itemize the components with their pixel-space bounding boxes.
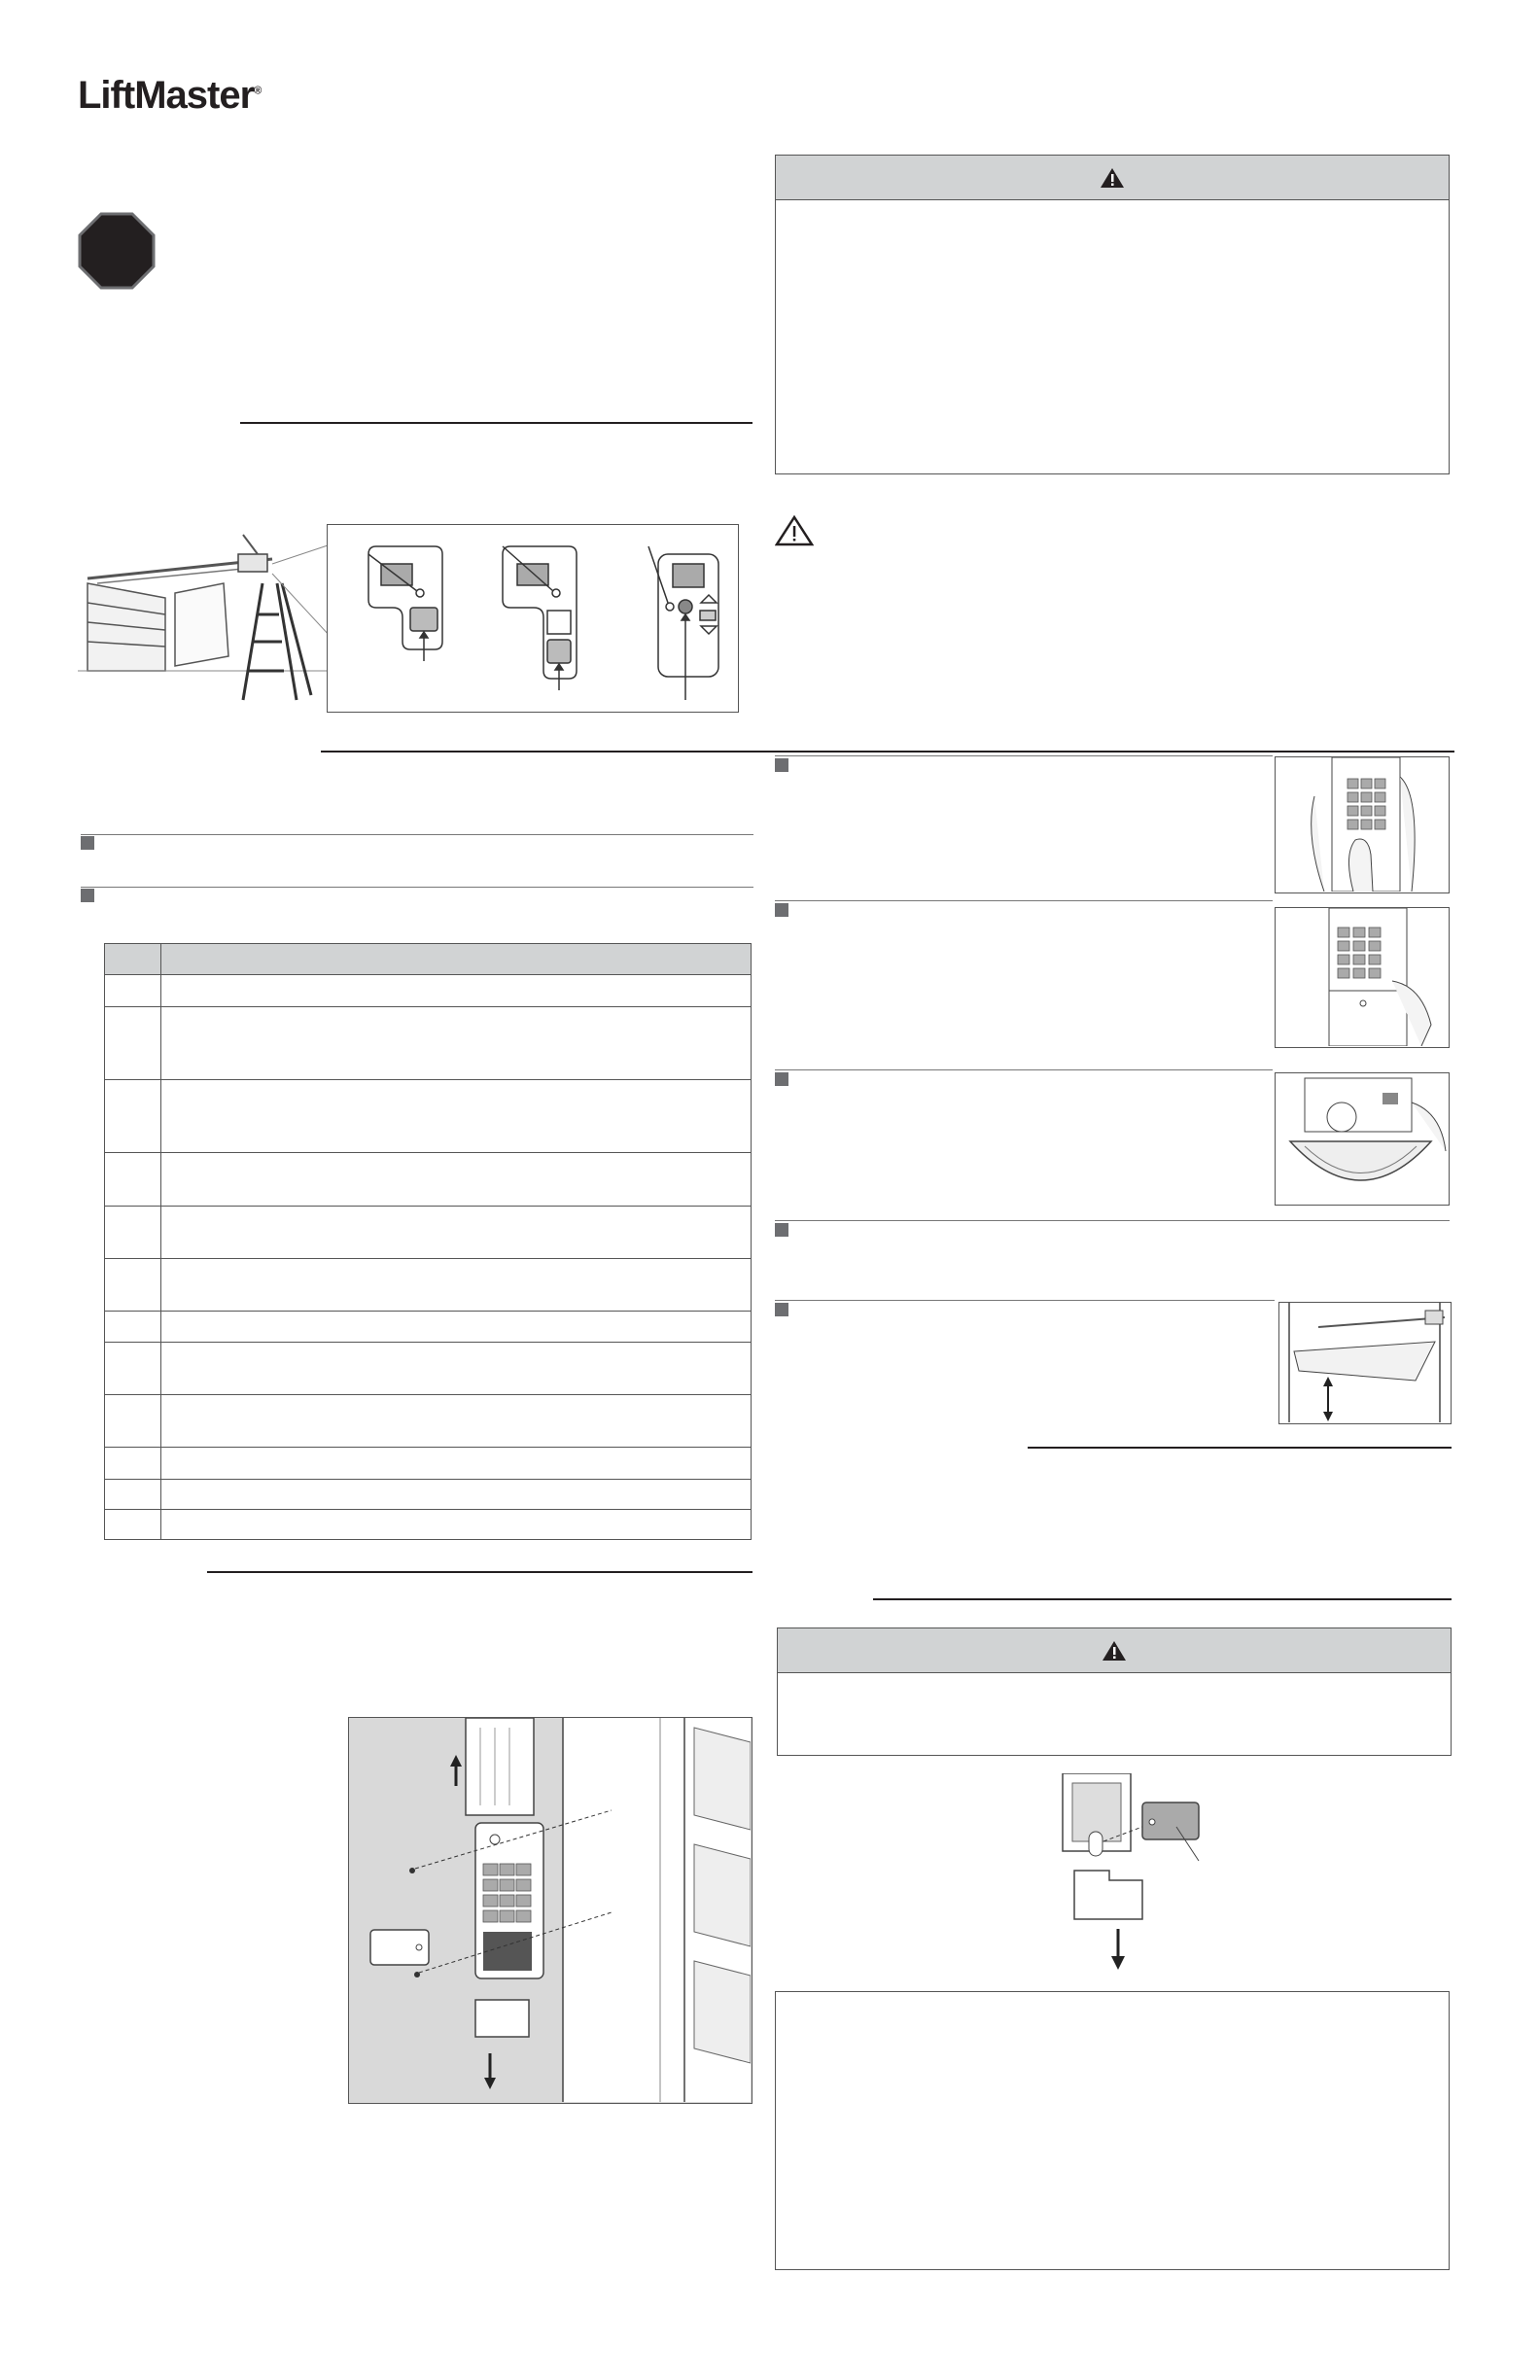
- table-header-row: [105, 944, 752, 975]
- warning-box: [775, 155, 1450, 474]
- table-row: [105, 1007, 752, 1080]
- battery-replacement-figure: [1055, 1773, 1249, 1979]
- step-divider: [775, 1300, 1275, 1301]
- keypad-mounting-figure: [348, 1717, 752, 2104]
- step-marker: [81, 836, 94, 850]
- section-rule: [321, 751, 1454, 752]
- keypad-cover-figure: [1275, 907, 1450, 1048]
- liftmaster-logo: LiftMaster®: [78, 74, 262, 117]
- step-marker: [775, 903, 788, 917]
- information-box: [775, 1991, 1450, 2270]
- table-row: [105, 1510, 752, 1540]
- step-marker: [81, 889, 94, 902]
- section-rule: [207, 1571, 752, 1573]
- table-row: [105, 1259, 752, 1312]
- table-row: [105, 1480, 752, 1510]
- table-row: [105, 1153, 752, 1207]
- step-divider: [775, 755, 1273, 756]
- learn-button-locations-panel: [327, 524, 739, 713]
- section-rule: [873, 1598, 1452, 1600]
- step-divider: [775, 900, 1273, 901]
- step-marker: [775, 1223, 788, 1237]
- table-row: [105, 1312, 752, 1343]
- table-row: [105, 1448, 752, 1480]
- warning-header: [778, 1628, 1451, 1673]
- keypad-in-hand-figure: [1275, 756, 1450, 893]
- warning-header: [776, 156, 1449, 200]
- step-divider: [775, 1069, 1273, 1070]
- step-divider: [81, 834, 753, 835]
- step-marker: [775, 1303, 788, 1316]
- stop-octagon-icon: [78, 212, 156, 290]
- garage-door-opener-figure: [78, 525, 350, 710]
- section-rule: [240, 422, 752, 424]
- step-marker: [775, 758, 788, 772]
- step-divider: [775, 1220, 1450, 1221]
- table-row: [105, 1080, 752, 1153]
- step-marker: [775, 1072, 788, 1086]
- table-row: [105, 975, 752, 1007]
- garage-door-moving-figure: [1278, 1302, 1452, 1424]
- warning-triangle-filled-icon: [1102, 1640, 1127, 1662]
- warning-triangle-filled-icon: [1100, 167, 1125, 189]
- table-row: [105, 1343, 752, 1395]
- opener-lens-figure: [1275, 1072, 1450, 1206]
- step-divider: [81, 887, 753, 888]
- section-rule: [1028, 1447, 1452, 1449]
- caution-triangle-outline-icon: [775, 515, 814, 546]
- table-row: [105, 1207, 752, 1259]
- info-table: [104, 943, 752, 1540]
- warning-box: [777, 1628, 1452, 1756]
- table-row: [105, 1395, 752, 1448]
